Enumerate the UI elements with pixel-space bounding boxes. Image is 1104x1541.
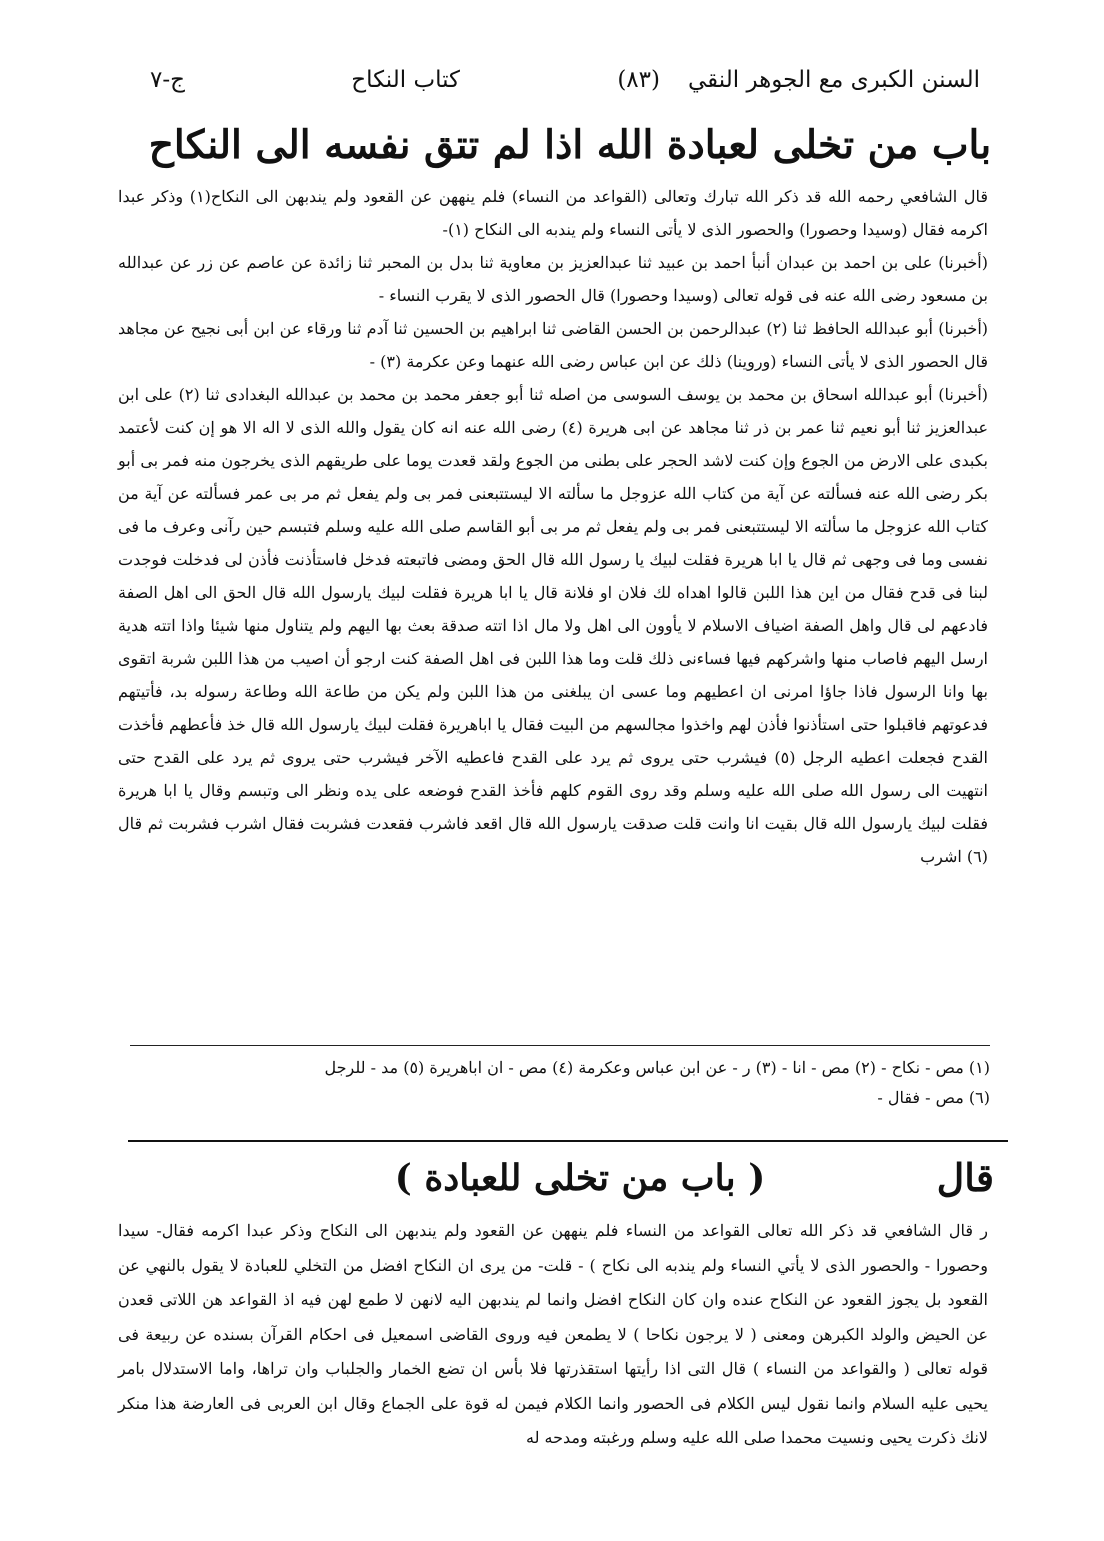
chapter-title: باب من تخلى لعبادة الله اذا لم تتق نفسه الى النكاح: [148, 122, 992, 168]
paragraph: (أخبرنا) على بن احمد بن عبدان أنبأ احمد بن عبيد ثنا عبدالعزيز بن معاوية ثنا بدل بن المحبر ثنا زائدة عن عاصم عن زر عن عبدالله بن مسعود رضى الله عنه فى قوله تعالى (وسيدا وحصورا) قال الحصور الذى لا يقرب النساء -: [118, 253, 988, 305]
paragraph: (أخبرنا) أبو عبدالله اسحاق بن محمد بن يوسف السوسى من اصله ثنا أبو جعفر محمد بن محمد بن عبدالله البغدادى ثنا (٢) على ابن عبدالعزيز ثنا أبو نعيم ثنا عمر بن ذر ثنا مجاهد عن ابى هريرة (٤) رضى الله عنه انه كان يقول والله الذى لا اله الا هو إن كنت لأعتمد بكبدى على الارض من الجوع وإن كنت لاشد الحجر على بطنى من الجوع ولقد قعدت يوما على طريقهم الذى يخرجون منه فمر بى أبو بكر رضى الله عنه فسألته عن آية من كتاب الله عزوجل ما سألته الا ليستتبعنى فمر بى ولم يفعل ثم مر بى عمر فسألته عن آية من كتاب الله عزوجل ما سألته الا ليستتبعنى فمر بى ولم يفعل ثم مر بى أبو القاسم صلى الله عليه وسلم فتبسم حين رآنى وعرف ما فى نفسى وما فى وجهى ثم قال يا ابا هريرة فقلت لبيك يا رسول الله قال الحق ومضى فاتبعته فدخل فاستأذنت فأذن لى فدخلت فوجدت لبنا فى قدح فقال من اين هذا اللبن قالوا اهداه لك فلان او فلانة قال يا ابا هريرة فقلت لبيك يارسول الله قال الحق الى اهل الصفة فادعهم لى قال واهل الصفة اضياف الاسلام لا يأوون الى اهل ولا مال اذا اتته صدقة بعث بها اليهم ولم يتناول منها شيئا واذا اتته هدية ارسل اليهم فاصاب منها واشركهم فيها فساءنى ذلك قلت وما هذا اللبن فى اهل الصفة كنت ارجو أن اصيب من هذا اللبن شربة اتقوى بها وانا الرسول فاذا جاؤا امرنى ان اعطيهم وما عسى ان يبلغنى من هذا اللبن ولم يكن من طاعة الله وطاعة رسوله بد، فأتيتهم فدعوتهم فاقبلوا حتى استأذنوا فأذن لهم واخذوا مجالسهم من البيت فقال يا اباهريرة فقلت لبيك يارسول الله قال خذ فأعطهم فأخذت القدح فجعلت اعطيه الرجل (٥) فيشرب حتى يروى ثم يرد على القدح فاعطيه الآخر فيشرب حتى يروى ثم يرد على القدح حتى انتهيت الى رسول الله صلى الله عليه وسلم وقد روى القوم كلهم فأخذ القدح فوضعه على يده ونظر الى وتبسم وقال يا ابا هريرة فقلت لبيك يارسول الله قال بقيت انا وانت قلت صدقت يارسول الله قال اقعد فاشرب فقعدت فشربت فقال اشرب فشربت ثم قال (٦) اشرب: [118, 385, 989, 866]
paragraph: قال الشافعي رحمه الله قد ذكر الله تبارك وتعالى (القواعد من النساء) فلم ينههن عن القعود ولم يندبهن الى النكاح(١) وذكر عبدا اكرمه فقال (وسيدا وحصورا) والحصور الذى لا يأتى النساء ولم يندبه الى النكاح (١)-: [118, 187, 988, 239]
running-header: [150, 60, 980, 100]
footnote-line: (٦) مص - فقال -: [877, 1088, 990, 1107]
chapter-name: كتاب النكاح: [351, 67, 460, 93]
commentary-title: ( باب من تخلى للعبادة ): [394, 1157, 766, 1199]
footnote-divider: [130, 1045, 990, 1046]
footnotes: [130, 1053, 990, 1113]
main-text: [118, 180, 988, 873]
volume-number: ج-٧: [150, 67, 185, 93]
page-number: (٨٣): [617, 67, 660, 93]
commentary-divider: [128, 1140, 1008, 1142]
paragraph: (أخبرنا) أبو عبدالله الحافظ ثنا (٢) عبدالرحمن بن الحسن القاضى ثنا ابراهيم بن الحسين ثنا آدم ثنا ورقاء عن ابن أبى نجيح عن مجاهد قال الحصور الذى لا يأتى النساء (وروينا) ذلك عن ابن عباس رضى الله عنهما وعن عكرمة (٣) -: [118, 319, 989, 371]
book-title: السنن الكبرى مع الجوهر النقي: [688, 67, 980, 93]
footnote-line: (١) مص - نكاح - (٢) مص - انا - (٣) ر - عن ابن عباس وعكرمة (٤) مص - ان اباهريرة (٥) مد - للرجل: [324, 1058, 990, 1077]
commentary-label: قال: [936, 1155, 994, 1200]
commentary-text: [118, 1214, 988, 1456]
commentary-paragraph: ر قال الشافعي قد ذكر الله تعالى القواعد من النساء فلم ينههن عن القعود ولم يندبهن الى النكاح وذكر عبدا اكرمه فقال- سيدا وحصورا - والحصور الذى لا يأتي النساء ولم يندبه الى نكاح ) - قلت- من يرى ان النكاح افضل من التخلي للعبادة لا يقول بالنهي عن القعود بل يجوز القعود عن النكاح عنده وان كان النكاح افضل وانما لم يندبهن اليه لانهن لا طمع لهن فيه اذ القواعد هن اللاتى قعدن عن الحيض والولد الكبرهن ومعنى ( لا يرجون نكاحا ) لا يطمعن فيه وروى القاضى اسمعيل فى احكام القرآن بسنده عن ربيعة فى قوله تعالى ( والقواعد من النساء ) قال التى اذا رأيتها استقذرتها فلا بأس ان تضع الخمار والجلباب وان تراها، واما الاستدلال بامر يحيى عليه السلام وانما نقول ليس الكلام فى الحصور وانما الكلام فيمن له قوة على الجماع وقال ابن العربى فى العارضة هذا منكر لانك ذكرت يحيى ونسيت محمدا صلى الله عليه وسلم ورغبته ومدحه له: [118, 1221, 988, 1447]
